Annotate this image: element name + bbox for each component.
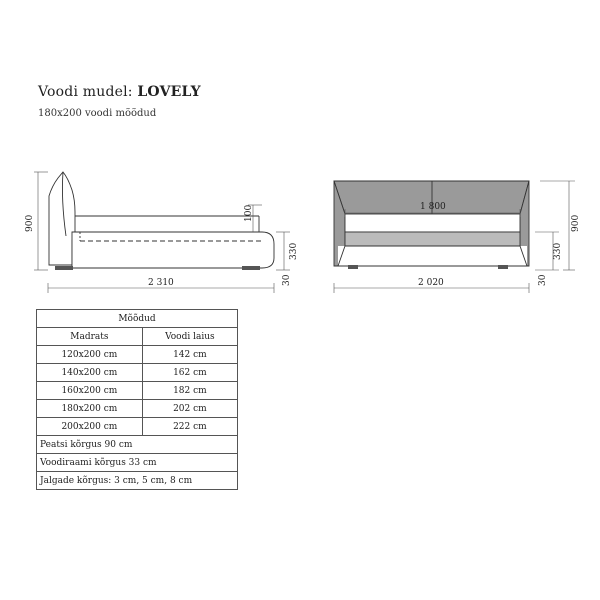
side-height-label: 900	[25, 214, 35, 232]
mattress-size: 160x200 cm	[37, 382, 143, 400]
leg	[498, 265, 508, 269]
leg	[348, 265, 358, 269]
title-prefix: Voodi mudel:	[38, 84, 133, 100]
table-title: Mõõdud	[37, 310, 238, 328]
side-length-label: 2 310	[148, 278, 174, 288]
table-row	[37, 382, 238, 400]
headboard-height-note: Peatsi kõrgus 90 cm	[37, 436, 238, 454]
front-height-label: 900	[571, 214, 581, 232]
table-header-row	[37, 328, 238, 346]
side-view	[49, 172, 274, 270]
table-row	[37, 418, 238, 436]
leg-height-note: Jalgade kõrgus: 3 cm, 5 cm, 8 cm	[37, 472, 238, 490]
front-view	[334, 181, 529, 269]
leg	[55, 266, 73, 270]
table-row	[37, 364, 238, 382]
front-leg-label: 30	[538, 274, 548, 286]
table-title-row	[37, 310, 238, 328]
side-leg-label: 30	[282, 274, 292, 286]
front-inner-width-label: 1 800	[420, 202, 446, 212]
side-frame-label: 330	[289, 242, 299, 260]
mattress-size: 200x200 cm	[37, 418, 143, 436]
leg	[242, 266, 260, 270]
table-row	[37, 346, 238, 364]
mattress-size: 180x200 cm	[37, 400, 143, 418]
side-inner-label: 100	[244, 204, 254, 222]
front-width-label: 2 020	[418, 278, 444, 288]
front-frame-label: 330	[553, 242, 563, 260]
mattress-front	[345, 214, 520, 232]
mattress-size: 120x200 cm	[37, 346, 143, 364]
note-row	[37, 436, 238, 454]
column-header: Madrats	[37, 328, 143, 346]
frame-height-note: Voodiraami kõrgus 33 cm	[37, 454, 238, 472]
bed-width: 222 cm	[142, 418, 237, 436]
model-name: LOVELY	[137, 84, 201, 100]
bed-width: 142 cm	[142, 346, 237, 364]
bed-frame-side	[72, 232, 274, 268]
note-row	[37, 472, 238, 490]
dimensions-table	[36, 309, 238, 490]
page-subtitle: 180x200 voodi mõõdud	[38, 108, 157, 119]
bed-width: 182 cm	[142, 382, 237, 400]
note-row	[37, 454, 238, 472]
table-row	[37, 400, 238, 418]
column-header: Voodi laius	[142, 328, 237, 346]
mattress-size: 140x200 cm	[37, 364, 143, 382]
bed-width: 162 cm	[142, 364, 237, 382]
bed-width: 202 cm	[142, 400, 237, 418]
bed-frame-front	[338, 246, 527, 266]
